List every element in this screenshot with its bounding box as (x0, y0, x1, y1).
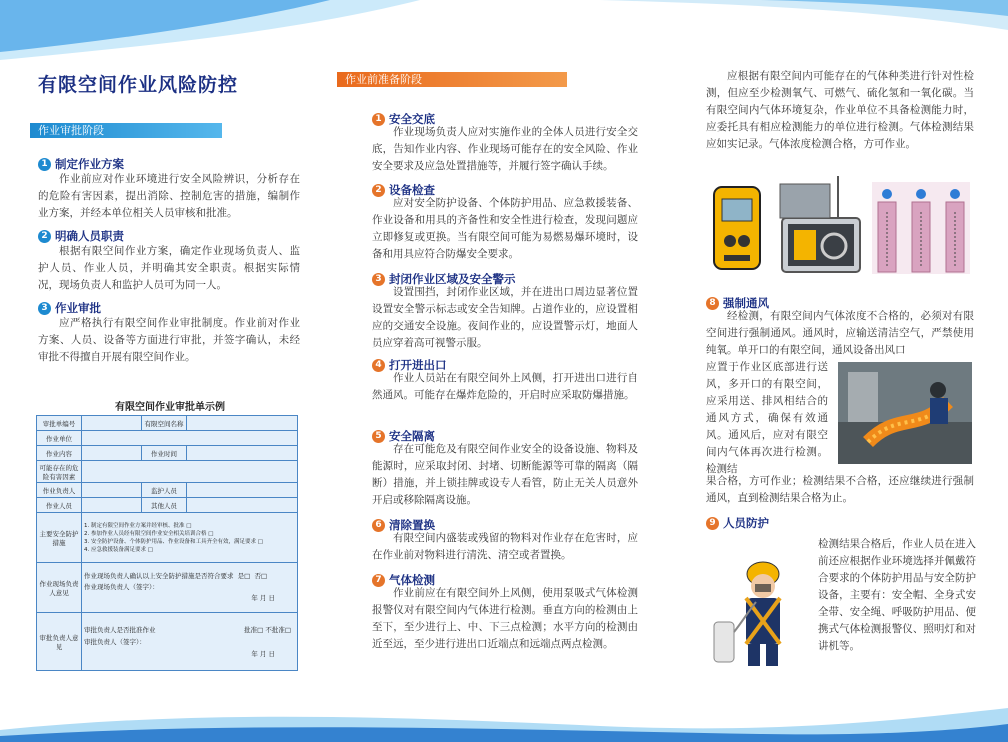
paragraph-ventilation-b: 应置于作业区底部进行送风，多开口的有限空间，应采用送、排风相结合的通风方式，确保有效通风。通风后，应对有限空间内气体再次进行检测。检测结 (706, 361, 828, 475)
top-wave-decoration (0, 0, 1008, 60)
form-date: 年 月 日 (251, 594, 275, 602)
number-badge: 3 (38, 302, 51, 315)
vertical-detection-illustration (872, 182, 970, 274)
form-text: 作业现场负责人（签字）： (84, 583, 159, 591)
paragraph-duties: 根据有限空间作业方案，确定作业现场负责人、监护人员、作业人员，并明确其安全职责。根据实际情况，现场负责人和监护人员可为同一人。 (38, 245, 300, 291)
number-badge: 4 (372, 359, 385, 372)
measure-item: 4. 应急救援装备满足要求 □ (84, 546, 153, 553)
measure-item: 1. 制定有限空间作业方案并经审核、批准 □ (84, 522, 192, 529)
paragraph-protection: 检测结果合格后，作业人员在进入前还应根据作业环境选择并佩戴符合要求的个体防护用品与安全防护设备，主要有：安全帽、全身式安全带、安全绳、呼吸防护用品、便携式气体检测报警仪、照明灯和对讲机等。 (818, 538, 976, 652)
number-badge: 1 (38, 158, 51, 171)
heading-text: 气体检测 (389, 573, 435, 587)
heading-text: 设备检查 (389, 183, 435, 197)
form-cell: 监护人员 (142, 483, 187, 498)
measure-item: 2. 参加作业人员经有限空间作业安全相关培训合格 □ (84, 530, 214, 537)
section-heading-duties (38, 228, 124, 244)
heading-text: 安全交底 (389, 112, 435, 126)
heading-text: 安全隔离 (389, 429, 435, 443)
form-cell: 其他人员 (142, 498, 187, 513)
protected-worker-illustration (708, 552, 808, 668)
section-heading-protection (706, 515, 769, 531)
ventilation-photo (838, 362, 972, 464)
form-cell: 有限空间名称 (142, 416, 187, 431)
paragraph-equipment: 应对安全防护设备、个体防护用品、应急救援装备、作业设备和用具的齐备性和安全性进行检查，发现问题应立即修复或更换。当有限空间可能为易燃易爆环境时，设备和用具应符合防爆安全要求。 (372, 197, 638, 260)
paragraph-closure: 设置围挡，封闭作业区域，并在进出口周边显著位置设置安全警示标志或安全告知牌。占道作业的，应设置相应的交通安全设施。夜间作业的，应设置警示灯，地面人员应穿着高可视警示服。 (372, 286, 638, 349)
section-heading-plan (38, 156, 124, 172)
paragraph-cleaning: 有限空间内盛装或残留的物料对作业存在危害时，应在作业前对物料进行清洗、清空或者置换。 (372, 532, 638, 561)
number-badge: 6 (372, 519, 385, 532)
checkbox-yes: 是□ (237, 572, 251, 580)
heading-text: 强制通风 (723, 296, 769, 310)
form-date: 年 月 日 (251, 649, 275, 658)
section-bar-preparation: 作业前准备阶段 (337, 72, 567, 87)
gas-detector-image (706, 183, 768, 273)
measure-item: 3. 安全防护设备、个体防护用品、作业设备和工具齐全有效，满足要求 □ (84, 538, 263, 545)
form-cell: 主要安全防护措施 (37, 513, 82, 563)
form-cell: 作业人员 (37, 498, 82, 513)
form-cell: 作业现场负责人意见 (37, 563, 82, 613)
form-cell: 作业时间 (142, 446, 187, 461)
number-badge: 1 (372, 113, 385, 126)
checkbox-no: 否□ (254, 572, 268, 580)
paragraph-isolation: 存在可能危及有限空间作业安全的设备设施、物料及能源时，应采取封闭、封堵、切断能源等可靠的隔离（隔断）措施，并上锁挂牌或设专人看管，防止无关人员意外开启或移除隔离设施。 (372, 443, 638, 506)
number-badge: 8 (706, 297, 719, 310)
paragraph-ventilation-a: 经检测，有限空间内气体浓度不合格的，必须对有限空间进行强制通风。通风时，应输送清洁空气，严禁使用纯氧。单开口的有限空间，通风设备出风口 (706, 310, 974, 356)
number-badge: 9 (706, 517, 719, 530)
number-badge: 2 (38, 230, 51, 243)
test-kit-image (778, 176, 864, 276)
form-text: 作业现场负责人确认以上安全防护措施是否符合要求 (84, 572, 234, 580)
paragraph-approval: 应严格执行有限空间作业审批制度。作业前对作业方案、人员、设备等方面进行审批，并签字确认，未经审批不得擅自开展有限空间作业。 (38, 317, 300, 363)
form-text: 审批负责人（签字）： (84, 637, 146, 646)
number-badge: 7 (372, 574, 385, 587)
heading-text: 制定作业方案 (55, 157, 124, 171)
form-cell: 审批负责人意见 (37, 613, 82, 671)
heading-text: 封闭作业区域及安全警示 (389, 272, 516, 286)
section-bar-approval: 作业审批阶段 (30, 123, 222, 138)
heading-text: 作业审批 (55, 301, 101, 315)
number-badge: 2 (372, 184, 385, 197)
bottom-wave-decoration (0, 690, 1008, 742)
paragraph-gas-intro: 应根据有限空间内可能存在的气体种类进行针对性检测，但应至少检测氧气、可燃气、硫化氢和一氧化碳。当有限空间内气体环境复杂，作业单位不具备检测能力时，应委托具有相应检测能力的单位进行检测。气体检测结果应如实记录。气体浓度检测合格，方可作业。 (706, 70, 974, 150)
form-cell: 作业内容 (37, 446, 82, 461)
paragraph-opening: 作业人员站在有限空间外上风侧，打开进出口进行自然通风。可能存在爆炸危险的，开启时应采取防爆措施。 (372, 372, 638, 401)
form-cell: 审批单编号 (37, 416, 82, 431)
form-text: 审批负责人是否批准作业 (84, 625, 156, 634)
number-badge: 5 (372, 430, 385, 443)
paragraph-ventilation-c: 果合格，方可作业；检测结果不合格，还应继续进行强制通风，直到检测结果合格为止。 (706, 475, 974, 504)
form-cell: 作业负责人 (37, 483, 82, 498)
form-cell: 作业单位 (37, 431, 82, 446)
approval-form-table (36, 415, 298, 671)
paragraph-gas-detection: 作业前应在有限空间外上风侧，使用泵吸式气体检测报警仪对有限空间内气体进行检测。垂直方向的检测由上至下，至少进行上、中、下三点检测；水平方向的检测由近至远，至少进行进出口近端点和远端点两点检测。 (372, 587, 638, 650)
heading-text: 明确人员职责 (55, 229, 124, 243)
heading-text: 打开进出口 (389, 358, 447, 372)
number-badge: 3 (372, 273, 385, 286)
form-title: 有限空间作业审批单示例 (115, 402, 225, 413)
heading-text: 清除置换 (389, 518, 435, 532)
checkbox-approve: 批准□ 不批准□ (244, 625, 291, 634)
heading-text: 人员防护 (723, 516, 769, 530)
form-cell: 可能存在的危险有害因素 (37, 461, 82, 483)
paragraph-plan: 作业前应对作业环境进行安全风险辨识，分析存在的危险有害因素，提出消除、控制危害的措施，编制作业方案，并经本单位相关人员审核和批准。 (38, 173, 300, 219)
page-title: 有限空间作业风险防控 (38, 74, 239, 96)
paragraph-briefing: 作业现场负责人应对实施作业的全体人员进行安全交底，告知作业内容、作业现场可能存在的安全风险、作业安全要求及应急处置措施等，并履行签字确认手续。 (372, 126, 638, 172)
section-heading-approval (38, 300, 101, 316)
